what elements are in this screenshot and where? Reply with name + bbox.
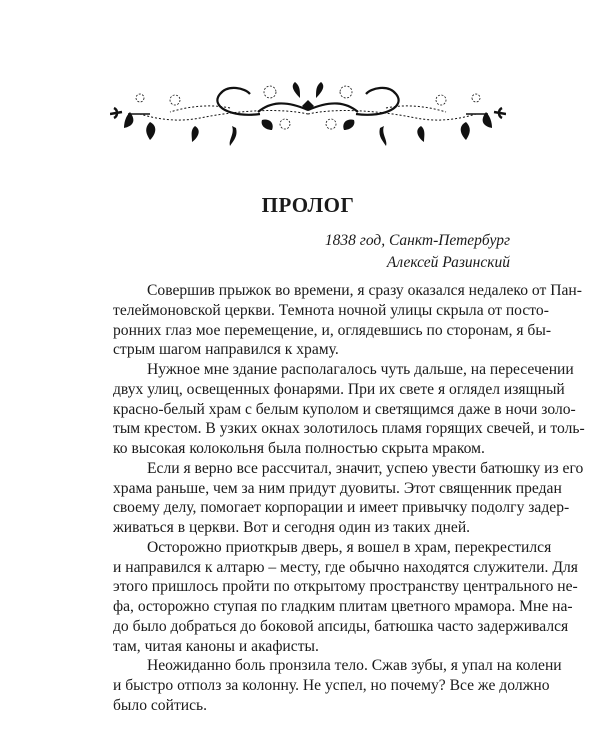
- text-line: храма раньше, чем за ним придут дуовиты. Этот священник предан: [113, 479, 562, 497]
- text-line: там, читая каноны и акафисты.: [113, 637, 319, 655]
- text-line: красно-белый храм с белым куполом и светящимся даже в ночи золо-: [113, 400, 576, 418]
- text-line: Осторожно приоткрыв дверь, я вошел в храм, перекрестился: [147, 538, 552, 556]
- chapter-title: ПРОЛОГ: [261, 193, 355, 217]
- text-line: тым крестом. В узких окнах золотилось пламя горящих свечей, и толь-: [113, 420, 585, 438]
- text-line: двух улиц, освещенных фонарями. При их свете я оглядел изящный: [113, 380, 565, 398]
- epigraph-author: Алексей Разинский: [386, 254, 510, 271]
- text-line: фа, осторожно ступая по гладким плитам цветного мрамора. Мне на-: [113, 598, 573, 615]
- text-line: стрым шагом направился к храму.: [113, 341, 339, 359]
- paragraph: [113, 538, 578, 657]
- text-line: своему делу, помогает корпорации и имеет привычку подолгу задер-: [113, 499, 570, 517]
- text-line: этого пришлось пройти по открытому пространству центрального не-: [113, 578, 578, 596]
- text-line: и быстро отполз за колонну. Не успел, но почему? Все же должно: [113, 677, 550, 694]
- text-line: и направился к алтарю – месту, где обычно находятся служители. Для: [113, 558, 578, 576]
- text-line: до было добраться до боковой апсиды, батюшка часто задерживался: [113, 617, 569, 635]
- paragraph: [113, 281, 582, 360]
- text-line: телеймоновской церкви. Темнота ночной улицы скрыла от посто-: [113, 301, 549, 319]
- paragraph: [113, 459, 584, 538]
- epigraph-date-place: 1838 год, Санкт-Петербург: [324, 232, 510, 249]
- text-line: ко высокая колокольня была полностью скрыта мраком.: [113, 440, 485, 457]
- paragraph: [113, 656, 562, 715]
- text-line: ронних глаз мое перемещение, и, оглядевшись по сторонам, я бы-: [113, 321, 552, 339]
- text-line: было сойтись.: [113, 696, 208, 714]
- decorative-ornament-icon: [110, 78, 506, 148]
- paragraph: [113, 360, 585, 459]
- chapter-body-text: [113, 281, 585, 716]
- text-line: Неожиданно боль пронзила тело. Сжав зубы, я упал на колени: [147, 657, 562, 675]
- text-line: Если я верно все рассчитал, значит, успею увести батюшку из его: [147, 459, 584, 477]
- text-line: Нужное мне здание располагалось чуть дальше, на пересечении: [147, 361, 574, 378]
- text-line: живаться в церкви. Вот и сегодня один из таких дней.: [113, 519, 471, 536]
- text-line: Совершив прыжок во времени, я сразу оказался недалеко от Пан-: [147, 282, 582, 299]
